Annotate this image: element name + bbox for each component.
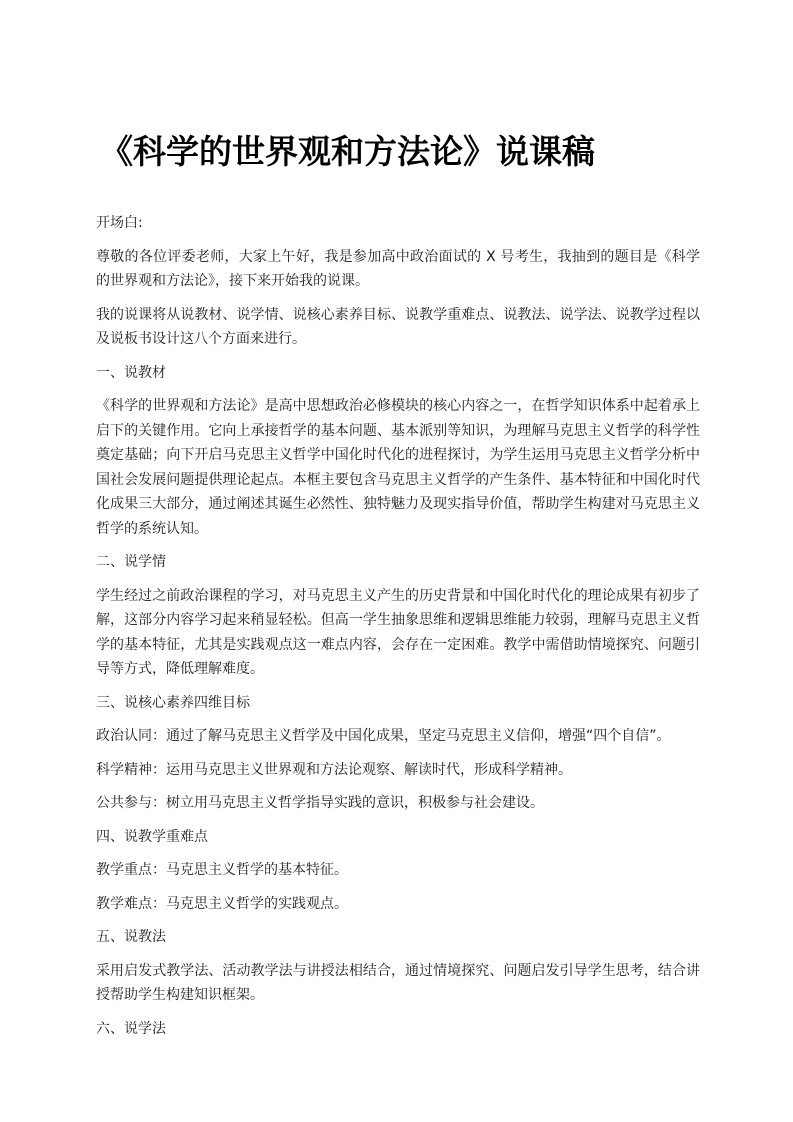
paragraph-greeting: 尊敬的各位评委老师，大家上午好，我是参加高中政治面试的 X 号考生，我抽到的题目是《科学的世界观和方法论》，接下来开始我的说课。: [96, 248, 700, 289]
section-heading-learning-methods: 六、说学法: [96, 1020, 166, 1037]
paragraph-students: 学生经过之前政治课程的学习，对马克思主义产生的历史背景和中国化时代化的理论成果有初步了解，这部分内容学习起来稍显轻松。但高一学生抽象思维和逻辑思维能力较弱，理解马克思主义哲学的基本特征，尤其是实践观点这一难点内容，会存在一定困难。教学中需借助情境探究、问题引导等方式，降低理解难度。: [96, 587, 700, 677]
paragraph-textbook: 《科学的世界观和方法论》是高中思想政治必修模块的核心内容之一，在哲学知识体系中起着承上启下的关键作用。它向上承接哲学的基本问题、基本派别等知识，为理解马克思主义哲学的科学性奠定基础；向下开启马克思主义哲学中国化时代化的进程探讨，为学生运用马克思主义哲学分析中国社会发展问题提供理论起点。本框主要包含马克思主义哲学的产生条件、基本特征和中国化时代化成果三大部分，通过阐述其诞生必然性、独特魅力及现实指导价值，帮助学生构建对马克思主义哲学的系统认知。: [96, 398, 700, 537]
paragraph-goal-public: 公共参与：树立用马克思主义哲学指导实践的意识，积极参与社会建设。: [96, 795, 544, 811]
section-heading-goals: 三、说核心素养四维目标: [96, 694, 250, 711]
paragraph-key-point: 教学重点：马克思主义哲学的基本特征。: [96, 862, 348, 878]
document-title: 《科学的世界观和方法论》说课稿: [100, 132, 595, 171]
section-heading-textbook: 一、说教材: [96, 364, 166, 381]
paragraph-goal-science: 科学精神：运用马克思主义世界观和方法论观察、解读时代，形成科学精神。: [96, 761, 572, 778]
section-heading-key-points: 四、说教学重难点: [96, 828, 208, 845]
section-heading-opening: 开场白:: [96, 215, 143, 231]
paragraph-outline: 我的说课将从说教材、说学情、说核心素养目标、说教学重难点、说教法、说学法、说教学过程以及说板书设计这八个方面来进行。: [96, 306, 700, 347]
paragraph-teaching-methods: 采用启发式教学法、活动教学法与讲授法相结合，通过情境探究、问题启发引导学生思考，结合讲授帮助学生构建知识框架。: [96, 962, 700, 1003]
paragraph-difficult-point: 教学难点：马克思主义哲学的实践观点。: [96, 895, 348, 912]
section-heading-teaching-methods: 五、说教法: [96, 929, 166, 945]
paragraph-goal-political: 政治认同：通过了解马克思主义哲学及中国化成果，坚定马克思主义信仰，增强“四个自信”。: [96, 728, 671, 744]
section-heading-students: 二、说学情: [96, 554, 166, 570]
document-body: [96, 211, 700, 1050]
